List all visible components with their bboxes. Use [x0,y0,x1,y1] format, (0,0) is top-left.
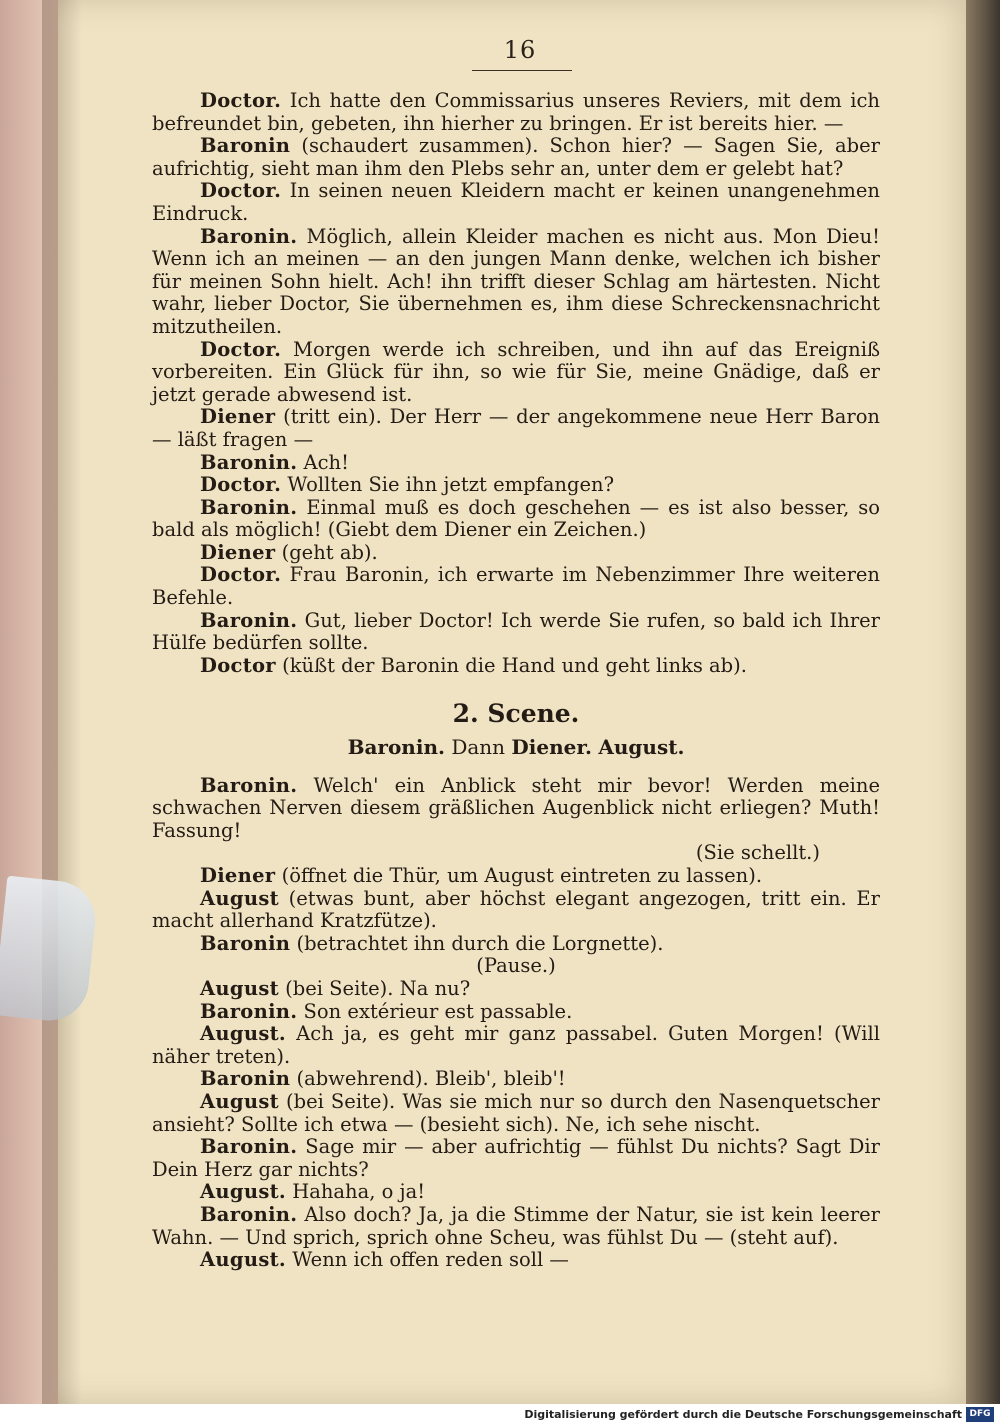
dialogue-line [152,1001,880,1024]
line-text: (abwehrend). Bleib', bleib'! [290,1067,566,1091]
page-header [470,36,570,64]
line-text: Ach! [297,450,349,474]
speaker-name: Doctor. [200,337,282,361]
page-gutter-shadow [42,0,82,1404]
dialogue-block-1 [152,90,880,677]
speaker-name: August [200,1089,279,1113]
cast-dann: Dann [451,735,506,760]
line-text: Gut, lieber Doctor! Ich werde Sie rufen, so bald ich Ihrer Hülfe bedürfen sollte. [152,608,880,655]
speaker-name: Baronin. [200,1135,298,1159]
dialogue-line [152,180,880,225]
dialogue-line [152,339,880,407]
dialogue-line [152,1023,880,1068]
dialogue-block-2 [152,775,880,1272]
speaker-name: Baronin [200,134,291,158]
speaker-name: Doctor. [200,563,282,587]
dialogue-line [152,888,880,933]
speaker-name: Baronin. [200,495,298,519]
line-text: Hahaha, o ja! [286,1180,426,1204]
speaker-name: August. [200,1248,286,1272]
line-text: (tritt ein). Der Herr — der angekommene neue Herr Baron — läßt fragen — [152,405,880,451]
speaker-name: Baronin [200,931,291,955]
speaker-name: August [200,976,279,1000]
dialogue-line [152,542,880,565]
speaker-name: Doctor. [200,89,282,112]
line-text: In seinen neuen Kleidern macht er keinen unangenehmen Eindruck. [152,179,880,225]
speaker-name: Baronin. [200,1202,298,1226]
line-text: Frau Baronin, ich erwarte im Nebenzimmer Ihre weiteren Befehle. [152,563,880,610]
dfg-logo: DFG [966,1407,994,1422]
speaker-name: August. [200,1022,286,1046]
page-number: 16 [503,36,537,64]
dialogue-line [152,564,880,609]
speaker-name: August [200,886,279,910]
speaker-name: August. [200,1180,286,1204]
line-text: Wenn ich offen reden soll — [286,1248,569,1272]
line-text: (küßt der Baronin die Hand und geht links ab). [275,653,747,677]
dialogue-line [152,775,880,843]
line-text: Son extérieur est passable. [297,999,573,1023]
line-text: (öffnet die Thür, um August eintreten zu lassen). [275,864,763,887]
dialogue-line [152,1136,880,1181]
dialogue-line [152,226,880,339]
line-text: (Sie schellt.) [695,841,820,865]
speaker-name: Doctor. [200,473,282,497]
line-text: Einmal muß es doch geschehen — es ist also besser, so bald als möglich! (Giebt dem Diener ein Zeichen.) [152,495,880,542]
line-text: (Pause.) [476,954,556,978]
line-text: Welch' ein Anblick steht mir bevor! Werden meine schwachen Nerven diesem gräßlichen Augenblick nicht erliegen? Muth! Fassung! [152,773,880,842]
dialogue-line [152,610,880,655]
scene-heading: 2. Scene. [452,699,580,729]
cast-diener: Diener. [511,735,593,760]
page-text [152,90,880,1272]
speaker-name: Baronin. [200,450,298,474]
speaker-name: Diener [200,540,276,564]
footer-bar [0,1404,1000,1426]
dialogue-line [152,1091,880,1136]
dialogue-line [152,474,880,497]
speaker-name: Doctor [200,653,276,677]
speaker-name: Baronin. [200,999,298,1023]
line-text: Also doch? Ja, ja die Stimme der Natur, sie ist kein leerer Wahn. — Und sprich, sprich ohne Scheu, was fühlst Du — (steht auf). [152,1202,880,1249]
dialogue-line [152,90,880,135]
funding-notice: Digitalisierung gefördert durch die Deutsche Forschungsgemeinschaft [524,1408,962,1421]
dialogue-line [152,978,880,1001]
speaker-name: Baronin. [200,224,298,248]
line-text: (bei Seite). Na nu? [278,976,471,1000]
dialogue-line [152,452,880,475]
line-text: (geht ab). [275,540,378,564]
dialogue-line [152,1249,880,1272]
dialogue-line [152,135,880,180]
cast-august: August. [598,735,685,760]
dialogue-line [152,1181,880,1204]
line-text: (betrachtet ihn durch die Lorgnette). [290,931,664,955]
line-text: (etwas bunt, aber höchst elegant angezogen, tritt ein. Er macht allerhand Kratzfütze). [152,886,880,933]
dialogue-line [152,933,880,956]
line-text: Möglich, allein Kleider machen es nicht aus. Mon Dieu! Wenn ich an meinen — an den jungen Mann denke, welchen ich bisher für meinen Sohn hielt. Ach! ihn trifft dieser Schlag am härtesten. Nicht wahr, lieber Doctor, Sie übernehmen es, ihm diese Schreckensnachricht mitzutheilen. [152,224,880,338]
speaker-name: Diener [200,864,276,887]
speaker-name: Baronin [200,1067,291,1091]
dialogue-line [152,655,880,678]
dialogue-line [152,1068,880,1091]
line-text: (schaudert zusammen). Schon hier? — Sagen Sie, aber aufrichtig, sieht man ihm den Plebs sehr an, unter dem er gelebt hat? [152,134,880,180]
scene-cast-line [152,736,880,759]
cast-baronin: Baronin. [347,735,445,760]
dialogue-line [152,865,880,888]
speaker-name: Baronin. [200,773,298,797]
line-text: (bei Seite). Was sie mich nur so durch den Nasenquetscher ansieht? Sollte ich etwa — (besieht sich). Ne, ich sehe nischt. [152,1089,880,1136]
header-rule [472,70,572,71]
dialogue-line [152,1204,880,1249]
book-binding [966,0,1000,1404]
line-text: Wollten Sie ihn jetzt empfangen? [281,473,615,497]
line-text: Ach ja, es geht mir ganz passabel. Guten Morgen! (Will näher treten). [152,1022,880,1068]
speaker-name: Baronin. [200,608,298,632]
dialogue-line [152,955,880,978]
dialogue-line [152,842,880,865]
dialogue-line [152,406,880,451]
dialogue-line [152,497,880,542]
line-text: Morgen werde ich schreiben, und ihn auf das Ereigniß vorbereiten. Ein Glück für ihn, so wie für Sie, meine Gnädige, daß er jetzt gerade abwesend ist. [152,337,880,406]
speaker-name: Doctor. [200,179,282,203]
line-text: Ich hatte den Commissarius unseres Reviers, mit dem ich befreundet bin, gebeten, ihn hierher zu bringen. Er ist bereits hier. — [152,89,880,135]
line-text: Sage mir — aber aufrichtig — fühlst Du nichts? Sagt Dir Dein Herz gar nichts? [152,1135,880,1181]
speaker-name: Diener [200,405,276,429]
